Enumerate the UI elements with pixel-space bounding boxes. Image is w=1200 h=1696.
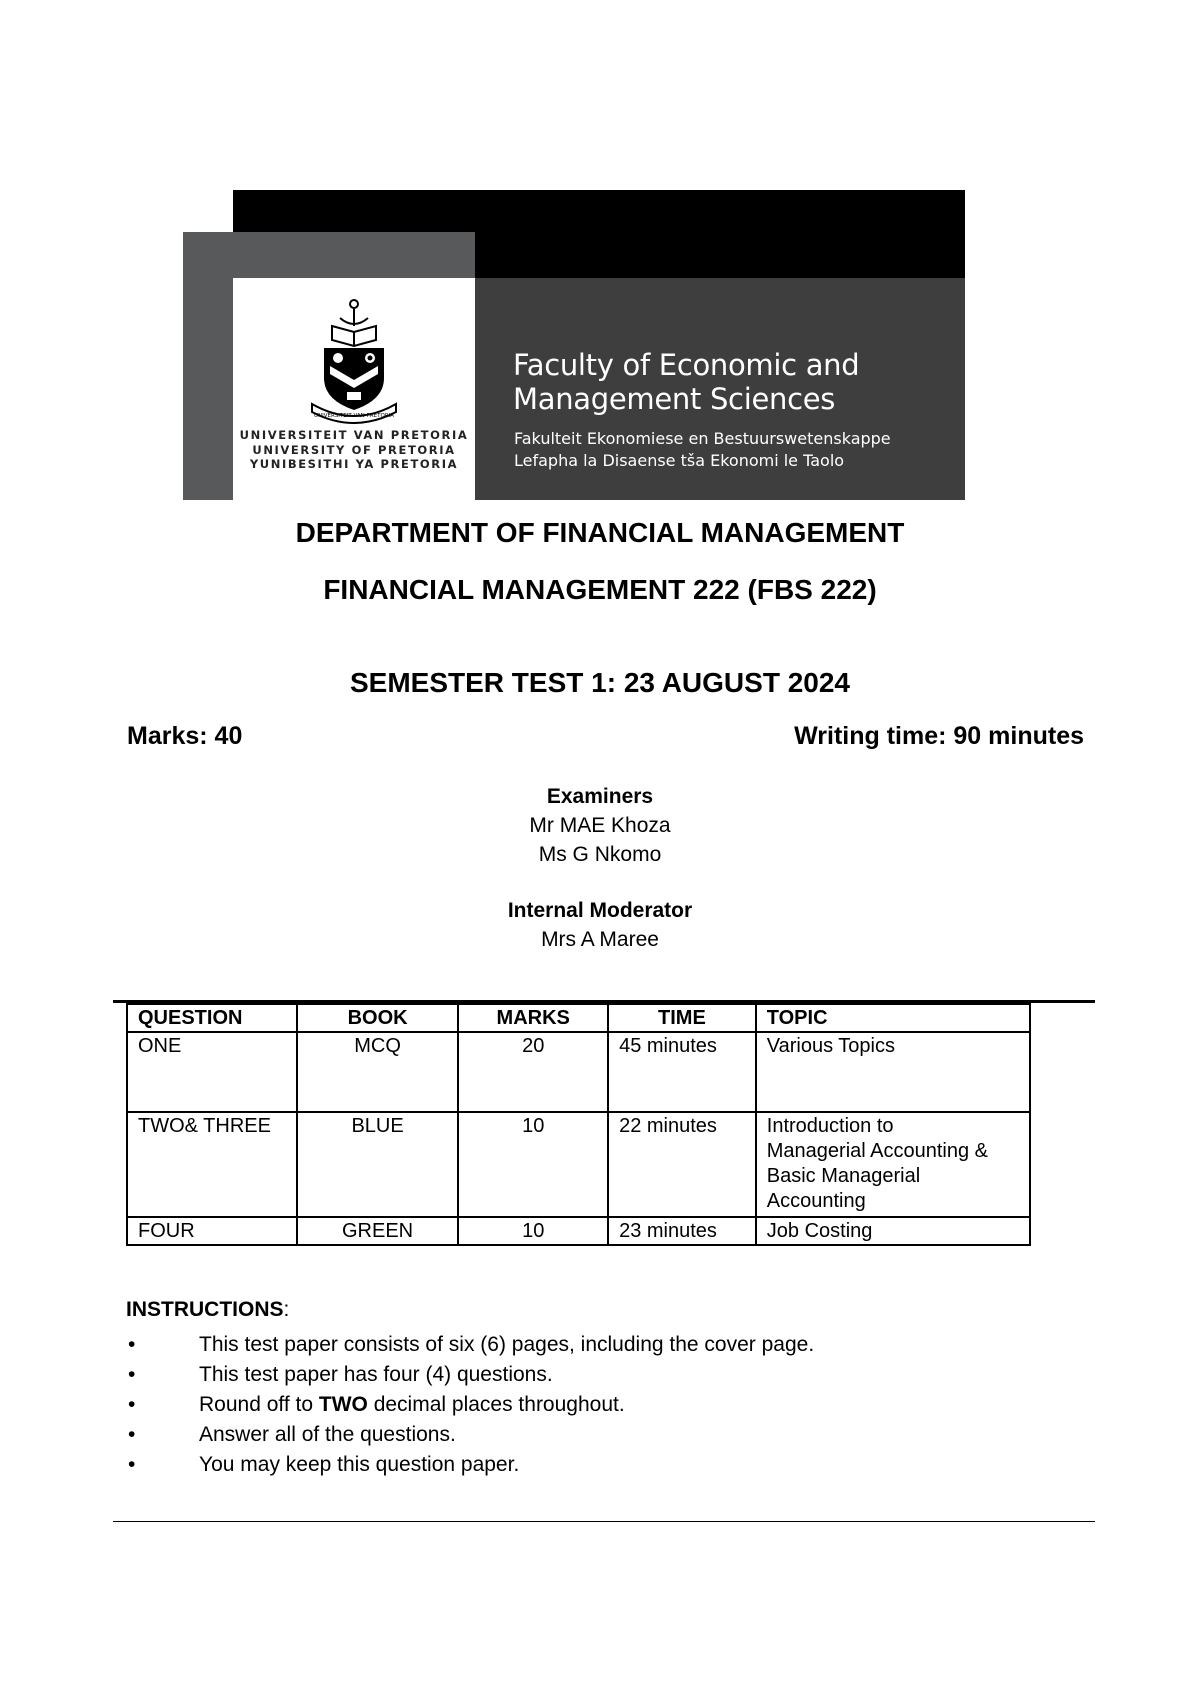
instruction-text: Answer all of the questions. — [199, 1423, 456, 1446]
university-names — [233, 428, 475, 472]
faculty-name-translations — [514, 428, 891, 472]
cell-time: 23 minutes — [608, 1217, 756, 1245]
moderator-name: Mrs A Maree — [541, 928, 659, 951]
instruction-item — [126, 1420, 814, 1450]
table-row — [127, 1032, 1030, 1112]
column-header-question: QUESTION — [127, 1004, 297, 1032]
university-crest-logo — [306, 296, 402, 424]
faculty-name-afrikaans: Fakulteit Ekonomiese en Bestuurswetenskappe — [514, 429, 891, 448]
instruction-text: This test paper consists of six (6) pages, including the cover page. — [199, 1333, 815, 1356]
cell-book: BLUE — [297, 1112, 459, 1217]
cell-marks: 20 — [458, 1032, 608, 1112]
university-name-english: UNIVERSITY OF PRETORIA — [252, 442, 456, 457]
column-header-topic: TOPIC — [756, 1004, 1030, 1032]
cell-topic — [756, 1217, 1030, 1245]
topic-line: Accounting — [766, 1190, 866, 1212]
university-name-sepedi: YUNIBESITHI YA PRETORIA — [249, 457, 459, 471]
faculty-name-line-2: Management Sciences — [513, 382, 836, 416]
examiner-name: Mr MAE Khoza — [529, 814, 671, 837]
writing-time: Writing time: 90 minutes — [794, 722, 1084, 750]
examiner-name: Ms G Nkomo — [538, 843, 662, 866]
cell-question: TWO& THREE — [127, 1112, 297, 1217]
question-table — [126, 1003, 1031, 1246]
instruction-item — [126, 1390, 814, 1420]
topic-line: Introduction to — [766, 1115, 894, 1137]
total-marks: Marks: 40 — [127, 722, 243, 750]
faculty-name-english — [513, 348, 859, 416]
instruction-item — [126, 1360, 814, 1390]
cell-time: 22 minutes — [608, 1112, 756, 1217]
cell-question: FOUR — [127, 1217, 297, 1245]
svg-text:UNIVERSITEIT VAN PRETORIA: UNIVERSITEIT VAN PRETORIA — [313, 413, 395, 419]
column-header-book: BOOK — [297, 1004, 459, 1032]
cell-book: MCQ — [297, 1032, 459, 1112]
instruction-text-before: Round off to — [199, 1393, 319, 1416]
university-name-afrikaans: UNIVERSITEIT VAN PRETORIA — [239, 428, 469, 442]
faculty-name-line-1: Faculty of Economic and — [513, 348, 860, 382]
examiners-heading: Examiners — [546, 785, 654, 808]
topic-line: Basic Managerial — [766, 1165, 921, 1187]
instruction-text-after: decimal places throughout. — [367, 1393, 625, 1416]
column-header-marks: MARKS — [458, 1004, 608, 1032]
bullet-icon: • — [128, 1393, 136, 1416]
instructions-heading — [126, 1298, 289, 1322]
moderator-heading: Internal Moderator — [507, 899, 693, 922]
table-header-row — [127, 1004, 1030, 1032]
moderator-block — [0, 896, 1200, 954]
bottom-rule — [113, 1521, 1095, 1522]
instruction-text-emphasis: TWO — [318, 1393, 368, 1416]
cell-topic — [756, 1112, 1030, 1217]
bullet-icon: • — [128, 1423, 136, 1446]
faculty-name-sepedi: Lefapha la Disaense tša Ekonomi le Taolo — [514, 451, 845, 470]
instruction-text: This test paper has four (4) questions. — [199, 1363, 553, 1386]
cell-book: GREEN — [297, 1217, 459, 1245]
bullet-icon: • — [128, 1453, 136, 1476]
cell-marks: 10 — [458, 1217, 608, 1245]
cell-topic — [756, 1032, 1030, 1112]
instruction-item — [126, 1330, 814, 1360]
instructions-heading-text: INSTRUCTIONS — [126, 1298, 284, 1321]
table-row — [127, 1217, 1030, 1245]
instruction-text: You may keep this question paper. — [199, 1453, 520, 1476]
bullet-icon: • — [128, 1363, 136, 1386]
instructions-heading-colon: : — [283, 1298, 290, 1321]
department-title: DEPARTMENT OF FINANCIAL MANAGEMENT — [295, 517, 905, 548]
column-header-time: TIME — [608, 1004, 756, 1032]
cell-marks: 10 — [458, 1112, 608, 1217]
topic-line: Job Costing — [766, 1220, 873, 1242]
bullet-icon: • — [128, 1333, 136, 1356]
table-row — [127, 1112, 1030, 1217]
instruction-item — [126, 1450, 814, 1480]
examiners-block — [0, 782, 1200, 869]
instructions-list — [126, 1330, 814, 1480]
banner-grey-frame-left — [183, 232, 233, 500]
cell-time: 45 minutes — [608, 1032, 756, 1112]
topic-line: Managerial Accounting & — [766, 1140, 989, 1162]
course-title: FINANCIAL MANAGEMENT 222 (FBS 222) — [323, 574, 877, 605]
topic-line: Various Topics — [766, 1035, 895, 1057]
test-title: SEMESTER TEST 1: 23 AUGUST 2024 — [350, 667, 850, 698]
cell-question: ONE — [127, 1032, 297, 1112]
